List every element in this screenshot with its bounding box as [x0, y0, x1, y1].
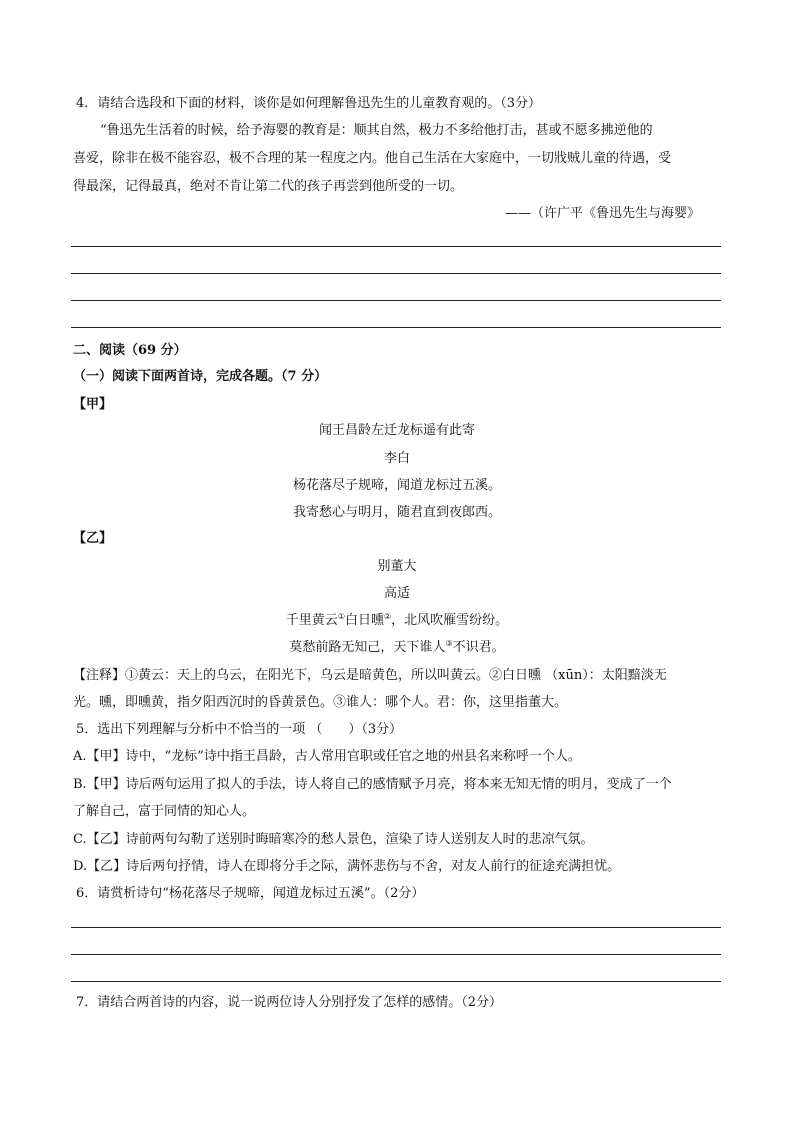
- answer-line: [71, 246, 721, 247]
- q5-option-a: A.【甲】诗中，“龙标”诗中指王昌龄，古人常用官职或任官之地的州县名来称呼一个人。: [73, 749, 581, 764]
- notes-line-1: 【注释】①黄云：天上的乌云，在阳光下，乌云是暗黄色，所以叫黄云。②白日曛 （xūn）：太阳黯淡无: [73, 668, 667, 683]
- q4-quote-line-2: 喜爱，除非在极不能容忍，极不合理的某一程度之内。他自己生活在大家庭中，一切戕贼儿童的待遇，受: [73, 151, 672, 166]
- poem-b-line-2-part-a: 莫愁前路无知己，天下谁人: [289, 640, 446, 655]
- poem-b-line-1-part-a: 千里黄云: [285, 613, 338, 628]
- poem-a-marker: 【甲】: [73, 397, 113, 412]
- answer-line: [71, 954, 721, 955]
- note-marker-1: ①: [337, 612, 345, 621]
- q5-option-d: D.【乙】诗后两句抒情，诗人在即将分手之际，满怀悲伤与不舍，对友人前行的征途充满担忧。: [73, 859, 621, 874]
- answer-line: [71, 300, 721, 301]
- q4-quote-line-1: “鲁迅先生活着的时候，给予海婴的教育是：顺其自然，极力不多给他打击，甚或不愿多拂逆他的: [100, 123, 653, 138]
- q5-option-b-line-1: B.【甲】诗后两句运用了拟人的手法，诗人将自己的感情赋予月亮，将本来无知无情的明月，变成了一个: [73, 777, 672, 792]
- poem-b-title: 别董大: [377, 559, 417, 574]
- q4-source: ——（许广平《鲁迅先生与海婴》: [505, 206, 701, 221]
- answer-line: [71, 981, 721, 982]
- poem-a-title: 闻王昌龄左迁龙标遥有此寄: [318, 423, 475, 438]
- poem-a-author: 李白: [383, 451, 410, 466]
- section-title: 二、阅读（69 分）: [73, 343, 187, 358]
- notes-line-2: 光。曛，即曛黄，指夕阳西沉时的昏黄景色。③谁人：哪个人。君：你，这里指董大。: [73, 695, 568, 710]
- part-title: （一）阅读下面两首诗，完成各题。（7 分）: [73, 369, 328, 384]
- poem-b-author: 高适: [383, 586, 410, 601]
- poem-b-line-2: [0, 638, 794, 658]
- answer-line: [71, 273, 721, 274]
- poem-b-line-2-part-b: 不识君。: [452, 640, 505, 655]
- poem-a-line-1: 杨花落尽子规啼，闻道龙标过五溪。: [292, 478, 501, 493]
- poem-b-line-1: [0, 611, 794, 631]
- poem-a-line-2: 我寄愁心与明月，随君直到夜郎西。: [292, 505, 501, 520]
- q5-option-b-line-2: 了解自己，富于同情的知心人。: [73, 804, 256, 819]
- answer-line: [71, 327, 721, 328]
- q5-option-c: C.【乙】诗前两句勾勒了送别时晦暗寒冷的愁人景色，渲染了诗人送别友人时的悲凉气氛。: [73, 832, 594, 847]
- note-marker-2: ②: [384, 612, 392, 621]
- q4-prompt: 4．请结合选段和下面的材料，谈你是如何理解鲁迅先生的儿童教育观的。（3分）: [76, 96, 542, 111]
- q7-prompt: 7．请结合两首诗的内容，说一说两位诗人分别抒发了怎样的感情。（2分）: [76, 995, 503, 1010]
- note-marker-3: ③: [445, 639, 453, 648]
- poem-b-marker: 【乙】: [73, 531, 113, 546]
- answer-line: [71, 927, 721, 928]
- q5-prompt: 5．选出下列理解与分析中不恰当的一项 （ ）（3分）: [76, 722, 403, 737]
- poem-b-line-1-part-c: ，北风吹雁雪纷纷。: [391, 613, 509, 628]
- q4-quote-line-3: 得最深，记得最真，绝对不肯让第二代的孩子再尝到他所受的一切。: [73, 179, 464, 194]
- poem-b-line-1-part-b: 白日曛: [344, 613, 384, 628]
- q6-prompt: 6．请赏析诗句“杨花落尽子规啼，闻道龙标过五溪”。（2分）: [76, 886, 425, 901]
